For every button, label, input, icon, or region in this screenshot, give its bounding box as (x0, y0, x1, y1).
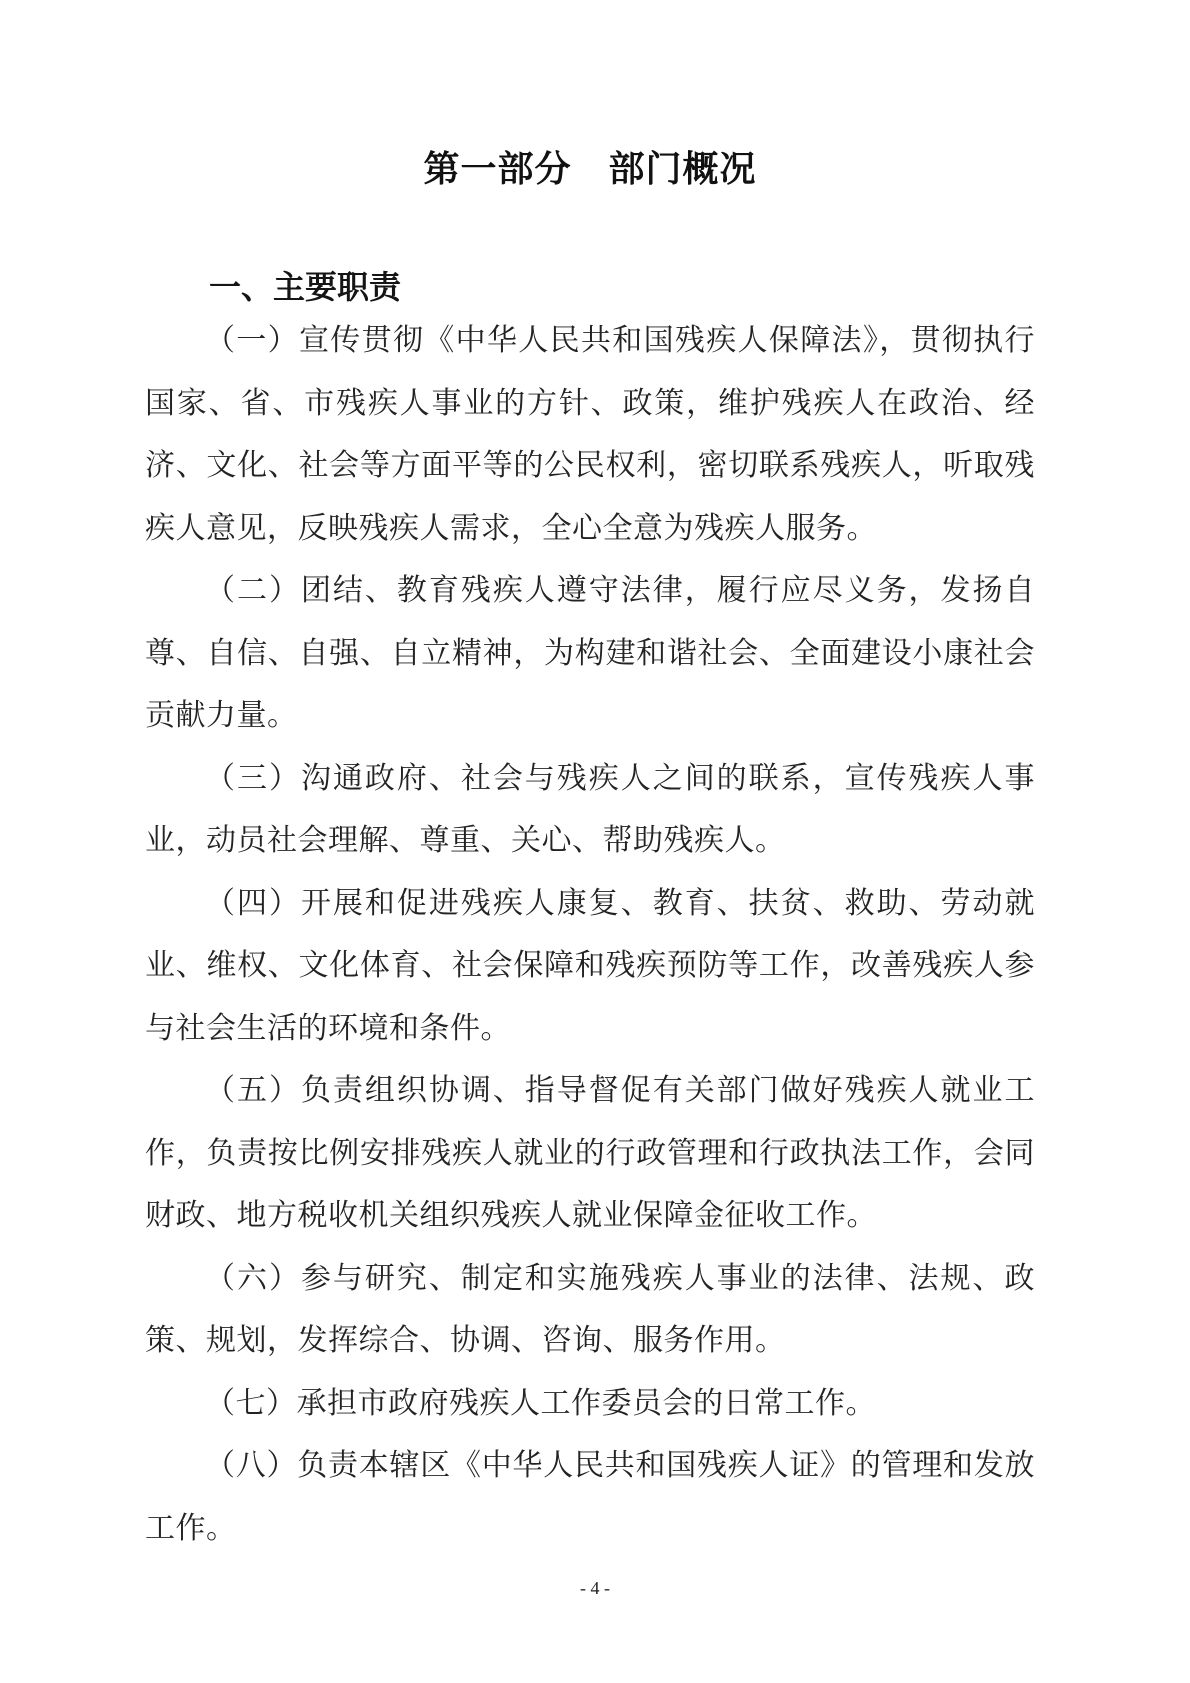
paragraph-duty-5: （五）负责组织协调、指导督促有关部门做好残疾人就业工作，负责按比例安排残疾人就业的行政管理和行政执法工作，会同财政、地方税收机关组织残疾人就业保障金征收工作。 (145, 1074, 1035, 1232)
text-block (145, 144, 1035, 1560)
paragraph-duty-4: （四）开展和促进残疾人康复、教育、扶贫、救助、劳动就业、维权、文化体育、社会保障和残疾预防等工作，改善残疾人参与社会生活的环境和条件。 (145, 886, 1035, 1045)
paragraph-duty-3: （三）沟通政府、社会与残疾人之间的联系，宣传残疾人事业，动员社会理解、尊重、关心、帮助残疾人。 (145, 761, 1035, 857)
paragraph-duty-7: （七）承担市政府残疾人工作委员会的日常工作。 (205, 1386, 876, 1420)
paragraph-duty-8: （八）负责本辖区《中华人民共和国残疾人证》的管理和发放工作。 (145, 1449, 1035, 1545)
paragraph-duty-6: （六）参与研究、制定和实施残疾人事业的法律、法规、政策、规划，发挥综合、协调、咨询、服务作用。 (145, 1261, 1035, 1357)
document-title: 第一部分 部门概况 (423, 149, 757, 189)
paragraph-duty-1: （一）宣传贯彻《中华人民共和国残疾人保障法》，贯彻执行国家、省、市残疾人事业的方针、政策，维护残疾人在政治、经济、文化、社会等方面平等的公民权利，密切联系残疾人，听取残疾人意见，反映残疾人需求，全心全意为残疾人服务。 (145, 324, 1035, 545)
paragraph-duty-2: （二）团结、教育残疾人遵守法律，履行应尽义务，发扬自尊、自信、自强、自立精神，为构建和谐社会、全面建设小康社会贡献力量。 (145, 574, 1035, 732)
page-number: - 4 - (580, 1578, 610, 1598)
section-heading-main-duties: 一、主要职责 (209, 269, 402, 305)
